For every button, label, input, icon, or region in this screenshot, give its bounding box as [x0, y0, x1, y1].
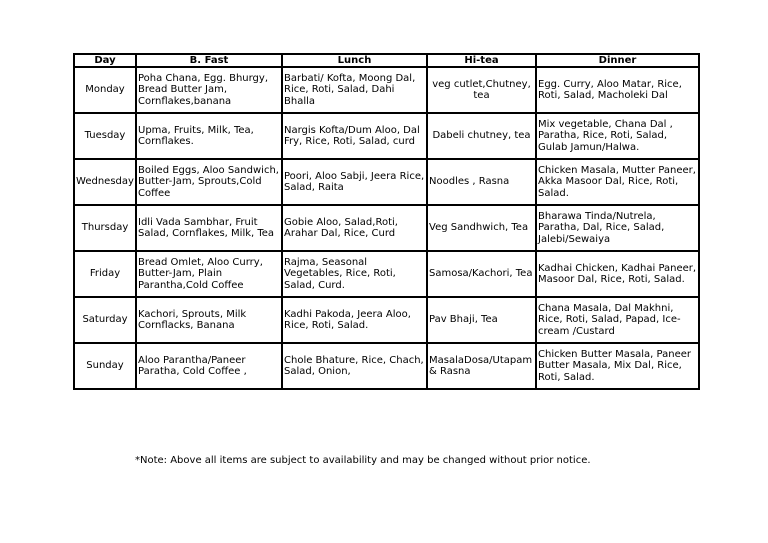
dinner-cell: Chicken Butter Masala, Paneer Butter Masala, Mix Dal, Rice, Roti, Salad.: [536, 343, 699, 389]
dinner-cell: Mix vegetable, Chana Dal , Paratha, Rice, Roti, Salad, Gulab Jamun/Halwa.: [536, 113, 699, 159]
breakfast-cell: Aloo Parantha/Paneer Paratha, Cold Coffee ,: [136, 343, 282, 389]
hitea-cell: Noodles , Rasna: [427, 159, 536, 205]
dinner-cell: Chicken Masala, Mutter Paneer, Akka Masoor Dal, Rice, Roti, Salad.: [536, 159, 699, 205]
breakfast-cell: Poha Chana, Egg. Bhurgy, Bread Butter Jam, Cornflakes,banana: [136, 67, 282, 113]
hitea-cell: Veg Sandhwich, Tea: [427, 205, 536, 251]
lunch-cell: Chole Bhature, Rice, Chach, Salad, Onion,: [282, 343, 427, 389]
table-row: [74, 251, 699, 297]
lunch-cell: Barbati/ Kofta, Moong Dal, Rice, Roti, Salad, Dahi Bhalla: [282, 67, 427, 113]
table-row: [74, 159, 699, 205]
dinner-cell: Egg. Curry, Aloo Matar, Rice, Roti, Salad, Macholeki Dal: [536, 67, 699, 113]
table-row: [74, 297, 699, 343]
header-row: [74, 54, 699, 67]
hitea-cell: veg cutlet,Chutney, tea: [427, 67, 536, 113]
day-cell: Saturday: [74, 297, 136, 343]
breakfast-cell: Idli Vada Sambhar, Fruit Salad, Cornflakes, Milk, Tea: [136, 205, 282, 251]
lunch-cell: Nargis Kofta/Dum Aloo, Dal Fry, Rice, Roti, Salad, curd: [282, 113, 427, 159]
day-cell: Sunday: [74, 343, 136, 389]
breakfast-cell: Upma, Fruits, Milk, Tea, Cornflakes.: [136, 113, 282, 159]
menu-table-header: [74, 54, 699, 67]
day-cell: Wednesday: [74, 159, 136, 205]
breakfast-cell: Bread Omlet, Aloo Curry, Butter-Jam, Plain Parantha,Cold Coffee: [136, 251, 282, 297]
day-cell: Tuesday: [74, 113, 136, 159]
breakfast-cell: Boiled Eggs, Aloo Sandwich, Butter-Jam, Sprouts,Cold Coffee: [136, 159, 282, 205]
hitea-cell: MasalaDosa/Utapam & Rasna: [427, 343, 536, 389]
hitea-cell: Samosa/Kachori, Tea: [427, 251, 536, 297]
dinner-cell: Chana Masala, Dal Makhni, Rice, Roti, Salad, Papad, Ice-cream /Custard: [536, 297, 699, 343]
day-cell: Thursday: [74, 205, 136, 251]
dinner-cell: Kadhai Chicken, Kadhai Paneer, Masoor Dal, Rice, Roti, Salad.: [536, 251, 699, 297]
hitea-cell: Pav Bhaji, Tea: [427, 297, 536, 343]
header-hitea: Hi-tea: [427, 54, 536, 67]
availability-note: *Note: Above all items are subject to availability and may be changed without prior notice.: [135, 455, 591, 466]
day-cell: Monday: [74, 67, 136, 113]
menu-table: [73, 53, 700, 390]
breakfast-cell: Kachori, Sprouts, Milk Cornflacks, Banana: [136, 297, 282, 343]
lunch-cell: Kadhi Pakoda, Jeera Aloo, Rice, Roti, Salad.: [282, 297, 427, 343]
menu-table-body: [74, 67, 699, 389]
table-row: [74, 113, 699, 159]
table-row: [74, 343, 699, 389]
header-day: Day: [74, 54, 136, 67]
table-row: [74, 67, 699, 113]
hitea-cell: Dabeli chutney, tea: [427, 113, 536, 159]
header-dinner: Dinner: [536, 54, 699, 67]
table-row: [74, 205, 699, 251]
header-lunch: Lunch: [282, 54, 427, 67]
lunch-cell: Rajma, Seasonal Vegetables, Rice, Roti, Salad, Curd.: [282, 251, 427, 297]
lunch-cell: Gobie Aloo, Salad,Roti, Arahar Dal, Rice, Curd: [282, 205, 427, 251]
day-cell: Friday: [74, 251, 136, 297]
header-breakfast: B. Fast: [136, 54, 282, 67]
dinner-cell: Bharawa Tinda/Nutrela, Paratha, Dal, Rice, Salad, Jalebi/Sewaiya: [536, 205, 699, 251]
lunch-cell: Poori, Aloo Sabji, Jeera Rice, Salad, Raita: [282, 159, 427, 205]
